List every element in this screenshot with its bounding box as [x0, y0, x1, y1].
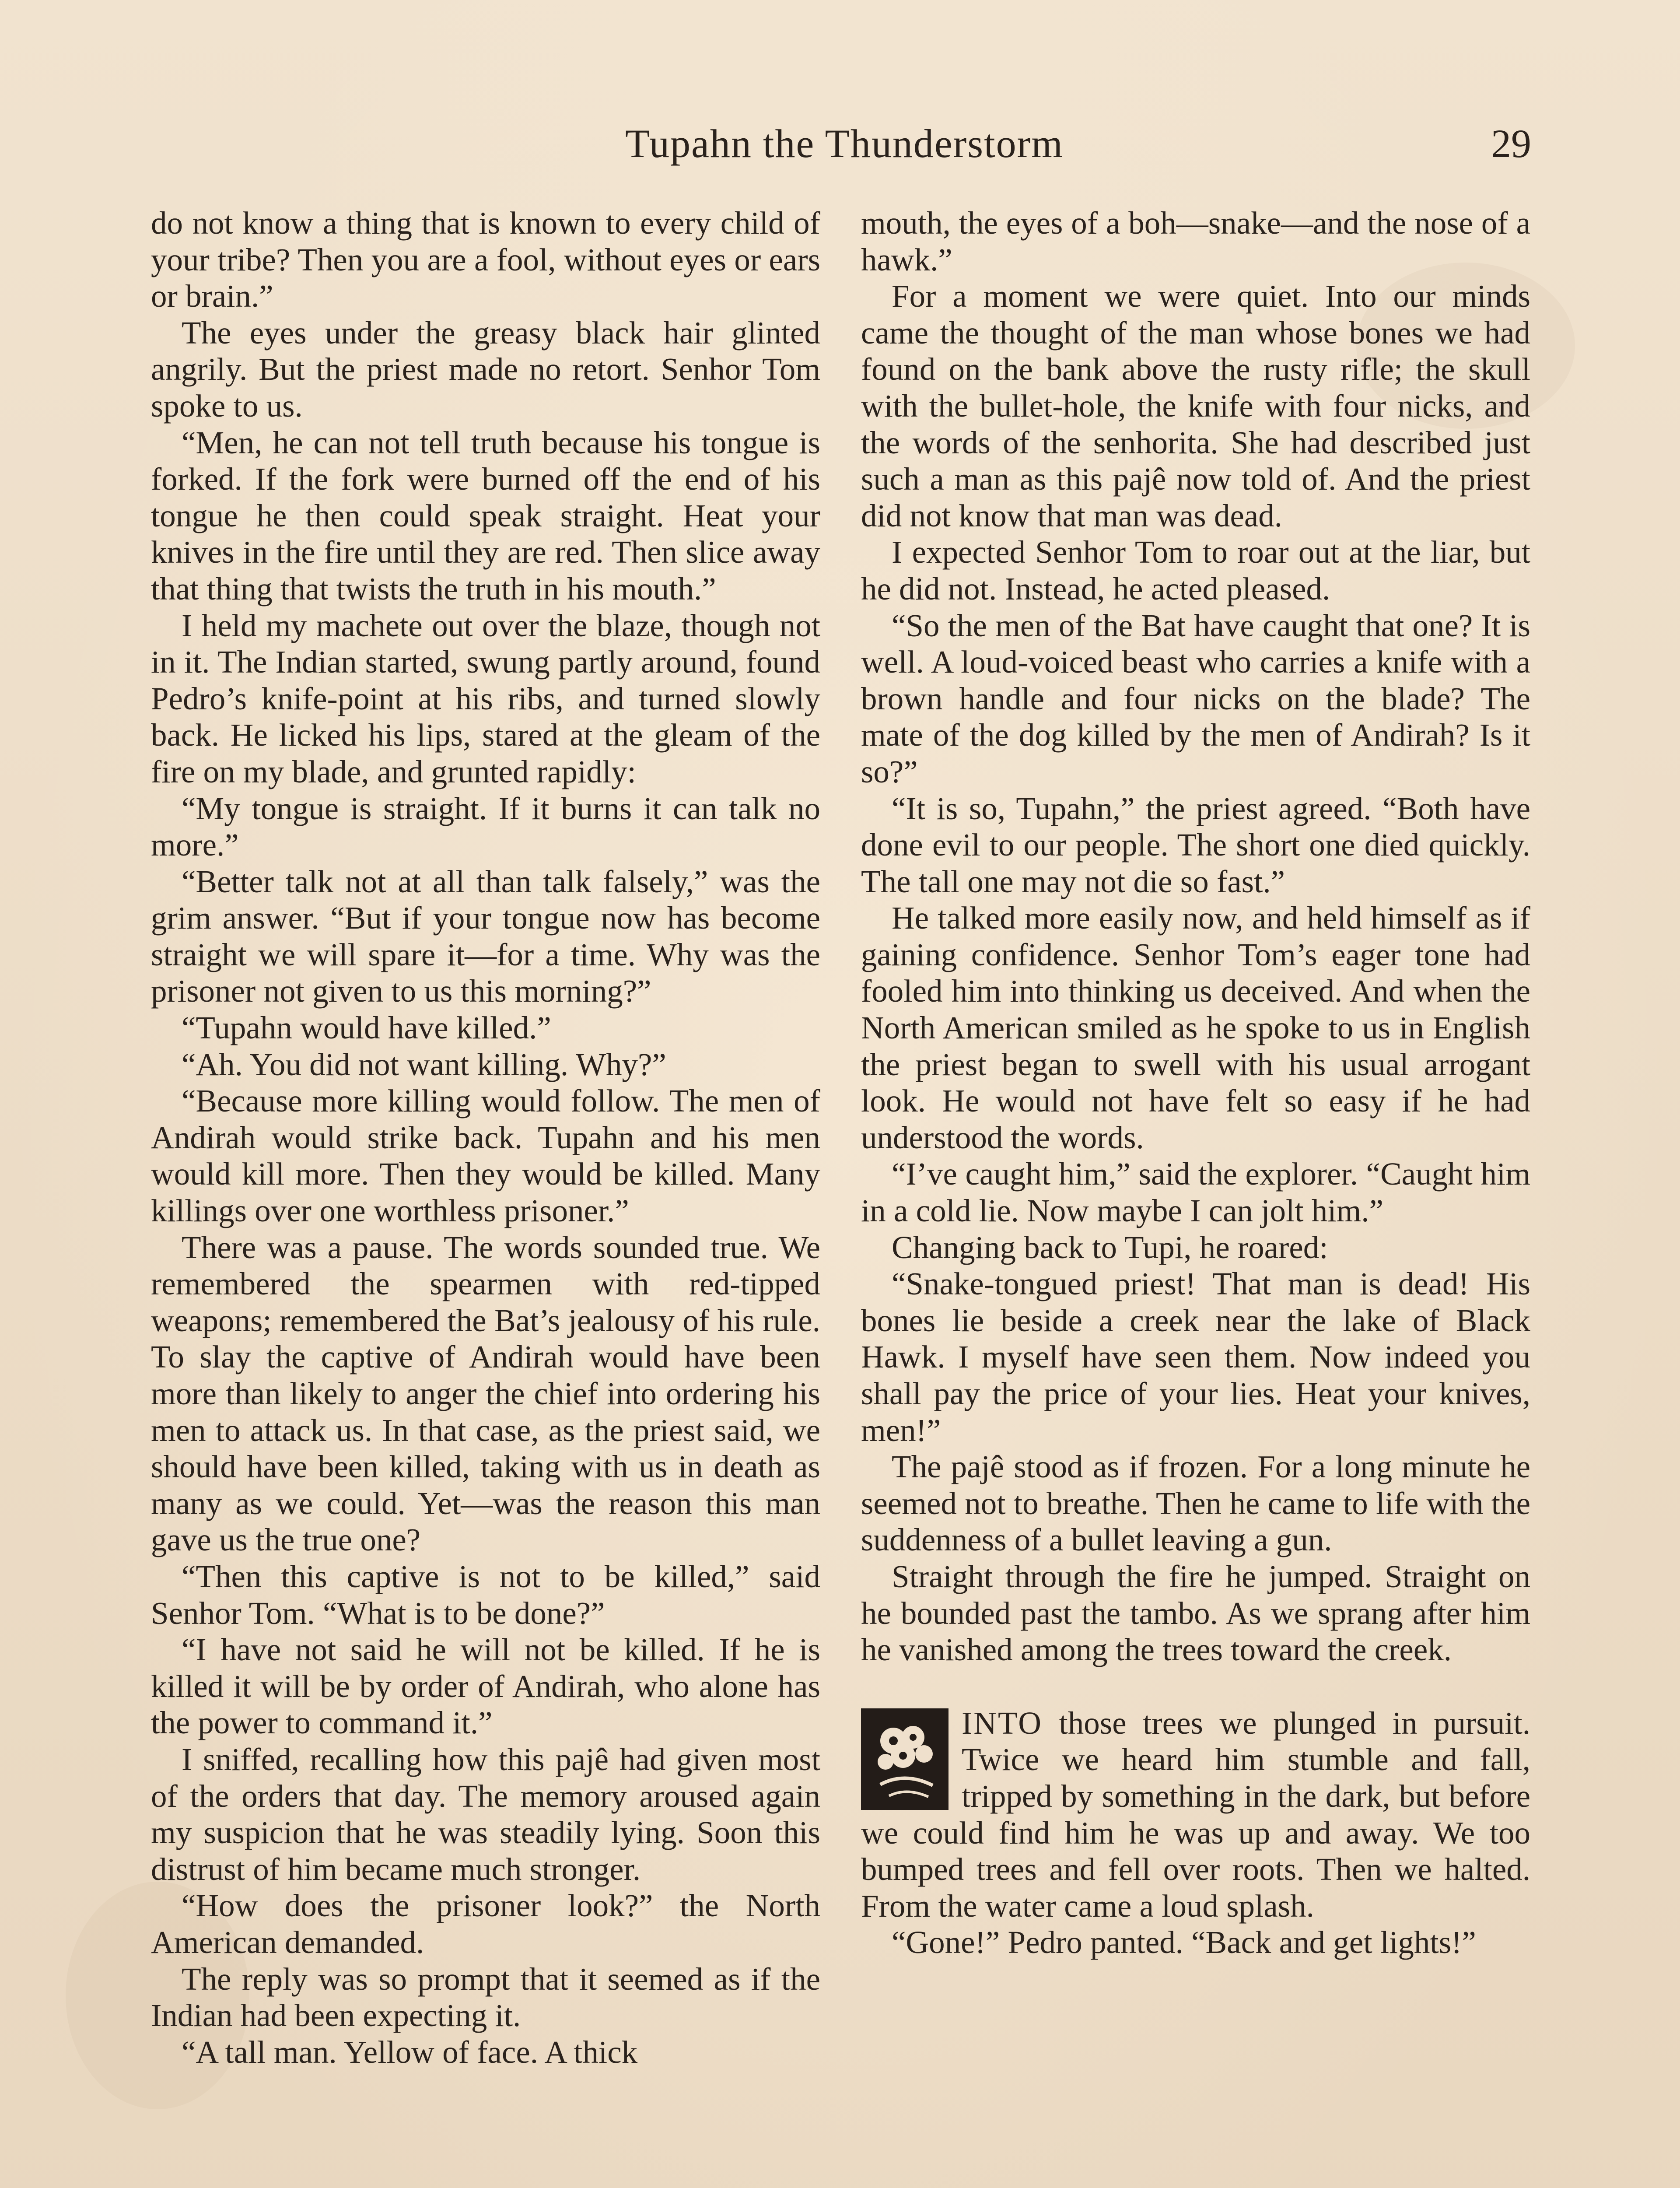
paragraph: “It is so, Tupahn,” the priest agreed. “Both have done evil to our people. The short one died quickly. The tall one may not die so fast.”	[861, 790, 1530, 899]
section-opening	[861, 1705, 1530, 1925]
paragraph: “My tongue is straight. If it burns it can talk no more.”	[151, 790, 820, 863]
paragraph: Straight through the fire he jumped. Straight on he bounded past the tambo. As we sprang after him he vanished among the trees toward the creek.	[861, 1558, 1530, 1668]
paragraph: “Tupahn would have killed.”	[182, 1010, 551, 1046]
left-column	[151, 205, 820, 2070]
paragraph: “So the men of the Bat have caught that one? It is well. A loud-voiced beast who carries a knife with a brown handle and four nicks on the blade? The mate of the dog killed by the men of Andirah? Is it so?”	[861, 607, 1530, 789]
paragraph: “Because more killing would follow. The men of Andirah would strike back. Tupahn and his men would kill more. Then they would be killed. Many killings over one worthless prisoner.”	[151, 1083, 820, 1229]
paragraph: “Then this captive is not to be killed,” said Senhor Tom. “What is to be done?”	[151, 1558, 820, 1631]
paragraph: I sniffed, recalling how this pajê had given most of the orders that day. The memory aroused again my suspicion that he was steadily lying. Soon this distrust of him became much stronger.	[151, 1741, 820, 1887]
running-title: Tupahn the Thunderstorm	[625, 121, 1064, 166]
paragraph: “A tall man. Yellow of face. A thick	[182, 2034, 638, 2070]
page-header	[0, 117, 1680, 170]
paragraph: “Men, he can not tell truth because his tongue is forked. If the fork were burned off the end of his tongue he then could speak straight. Heat your knives in the fire until they are red. Then slice away that thing that twists the truth in his mouth.”	[151, 424, 820, 607]
section-text: those trees we plunged in pursuit. Twice we heard him stumble and fall, tripped by something in the dark, but before we could find him he was up and away. We too bumped trees and fell over roots. Then we halted. From the water came a loud splash.	[861, 1705, 1530, 1924]
section-paragraph	[861, 1705, 1530, 1925]
paragraph: “Better talk not at all than talk falsely,” was the grim answer. “But if your tongue now has become straight we will spare it—for a time. Why was the prisoner not given to us this morning?”	[151, 863, 820, 1009]
paragraph: For a moment we were quiet. Into our minds came the thought of the man whose bones we had found on the bank above the rusty rifle; the skull with the bullet-hole, the knife with four nicks, and the words of the senhorita. She had described just such a man as this pajê now told of. And the priest did not know that man was dead.	[861, 278, 1530, 533]
lead-word: INTO	[962, 1705, 1043, 1741]
paragraph: do not know a thing that is known to every child of your tribe? Then you are a fool, without eyes or ears or brain.”	[151, 205, 820, 314]
flower-vignette-icon	[861, 1708, 948, 1810]
paragraph: “I have not said he will not be killed. If he is killed it will be by order of Andirah, who alone has the power to command it.”	[151, 1632, 820, 1741]
paragraph: He talked more easily now, and held himself as if gaining confidence. Senhor Tom’s eager tone had fooled him into thinking us deceived. And when the North American smiled as he spoke to us in English the priest began to swell with his usual arrogant look. He would not have felt so easy if he had understood the words.	[861, 900, 1530, 1155]
paragraph: “Gone!” Pedro panted. “Back and get lights!”	[892, 1925, 1476, 1960]
paragraph: Changing back to Tupi, he roared:	[892, 1229, 1328, 1265]
paragraph: “I’ve caught him,” said the explorer. “Caught him in a cold lie. Now maybe I can jolt him.”	[861, 1156, 1530, 1229]
paragraph: “Ah. You did not want killing. Why?”	[182, 1046, 666, 1082]
paragraph: “Snake-tongued priest! That man is dead! His bones lie beside a creek near the lake of Black Hawk. I myself have seen them. Now indeed you shall pay the price of your lies. Heat your knives, men!”	[861, 1266, 1530, 1448]
paragraph: “How does the prisoner look?” the North American demanded.	[151, 1888, 820, 1960]
paragraph: The pajê stood as if frozen. For a long minute he seemed not to breathe. Then he came to life with the suddenness of a bullet leaving a gun.	[861, 1449, 1530, 1558]
paragraph: The reply was so prompt that it seemed as if the Indian had been expecting it.	[151, 1961, 820, 2034]
paragraph: The eyes under the greasy black hair glinted angrily. But the priest made no retort. Senhor Tom spoke to us.	[151, 315, 820, 424]
paragraph: I held my machete out over the blaze, though not in it. The Indian started, swung partly around, found Pedro’s knife-point at his ribs, and turned slowly back. He licked his lips, stared at the gleam of the fire on my blade, and grunted rapidly:	[151, 607, 820, 789]
paragraph: There was a pause. The words sounded true. We remembered the spearmen with red-tipped weapons; remembered the Bat’s jealousy of his rule. To slay the captive of Andirah would have been more than likely to anger the chief into ordering his men to attack us. In that case, as the priest said, we should have been killed, taking with us in death as many as we could. Yet—was the reason this man gave us the true one?	[151, 1229, 820, 1558]
paragraph: I expected Senhor Tom to roar out at the liar, but he did not. Instead, he acted pleased.	[861, 534, 1530, 607]
right-column	[861, 205, 1530, 1961]
paragraph: mouth, the eyes of a boh—snake—and the nose of a hawk.”	[861, 205, 1530, 277]
page-number: 29	[1491, 121, 1531, 166]
